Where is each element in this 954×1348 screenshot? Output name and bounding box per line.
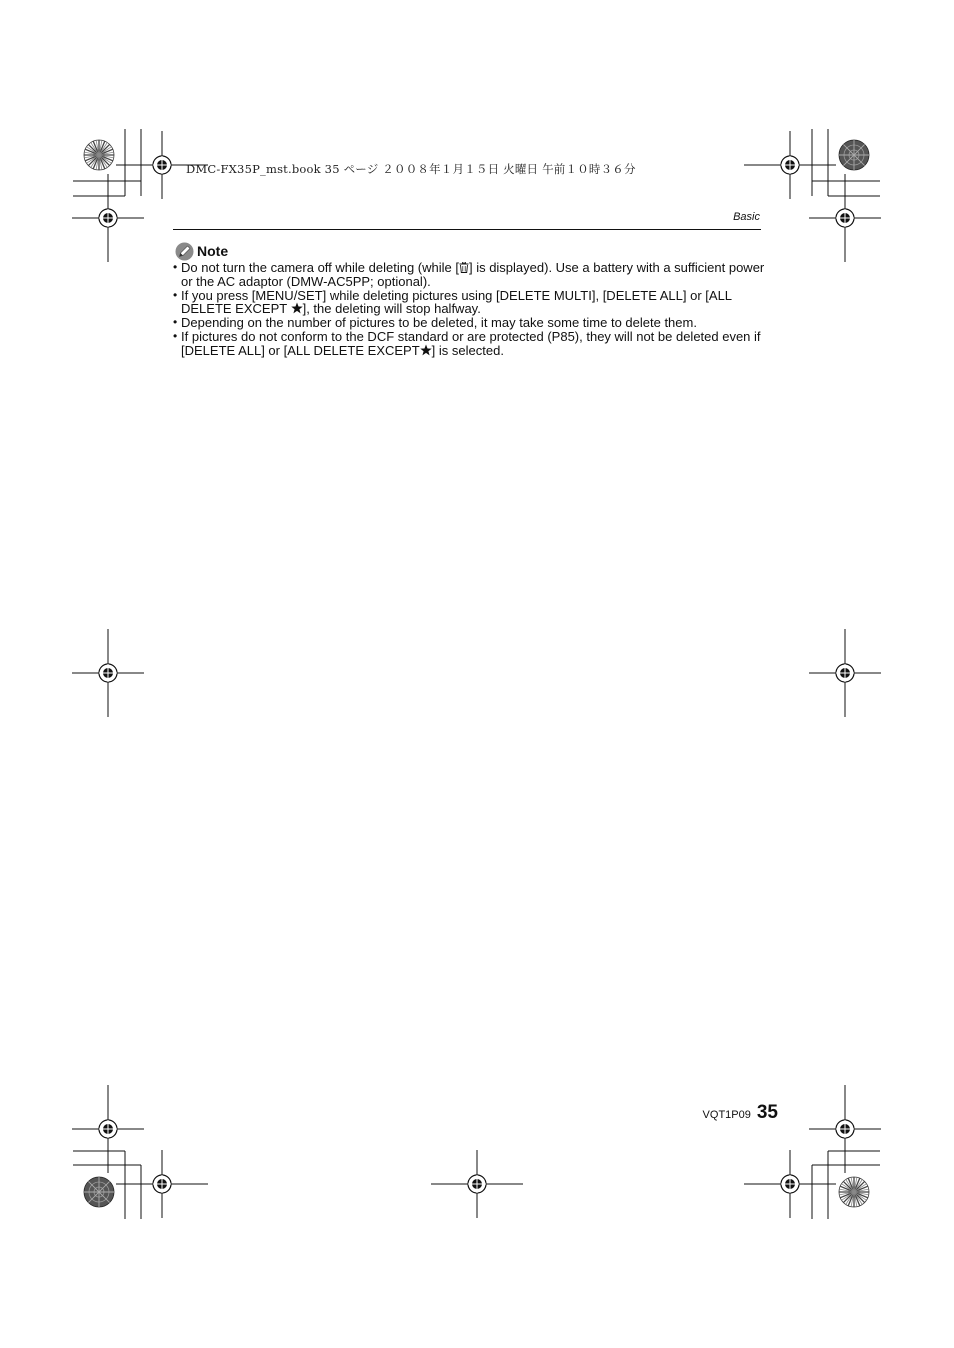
note-item bbox=[173, 289, 765, 317]
page-number: 35 bbox=[756, 1102, 778, 1123]
note-text: Depending on the number of pictures to be deleted, it may take some time to delete them. bbox=[181, 315, 697, 331]
note-item bbox=[173, 261, 765, 289]
note-text: If you press [MENU/SET] while deleting pictures using [DELETE MULTI], [DELETE ALL] or [ALL DELETE EXCEPT bbox=[181, 287, 732, 317]
note-pencil-icon bbox=[175, 242, 194, 261]
page-footer bbox=[703, 1102, 778, 1124]
star-icon bbox=[420, 344, 432, 356]
note-text: ] is displayed). Use a battery with a sufficient power or the AC adaptor (DMW-AC5PP; optional). bbox=[181, 260, 765, 289]
note-heading bbox=[175, 241, 228, 261]
header-rule bbox=[173, 229, 761, 230]
model-code: VQT1P09 bbox=[702, 1109, 751, 1121]
section-label: Basic bbox=[733, 211, 760, 223]
note-text: If pictures do not conform to the DCF standard or are protected (P85), they will not be deleted even if [DELETE ALL] or [ALL DELETE EXCEPT bbox=[181, 328, 761, 358]
note-list bbox=[173, 261, 765, 358]
note-text: ], the deleting will stop halfway. bbox=[302, 301, 481, 317]
note-item bbox=[173, 330, 765, 358]
print-header: DMC-FX35P_mst.book 35 ページ ２００８年１月１５日 火曜日 午前１０時３６分 bbox=[186, 162, 636, 176]
note-title: Note bbox=[197, 243, 229, 259]
note-text: Do not turn the camera off while deleting (while [ bbox=[181, 260, 459, 275]
trash-icon bbox=[459, 262, 469, 273]
star-icon bbox=[291, 302, 303, 314]
note-item bbox=[173, 316, 765, 330]
note-text: ] is selected. bbox=[431, 342, 504, 358]
